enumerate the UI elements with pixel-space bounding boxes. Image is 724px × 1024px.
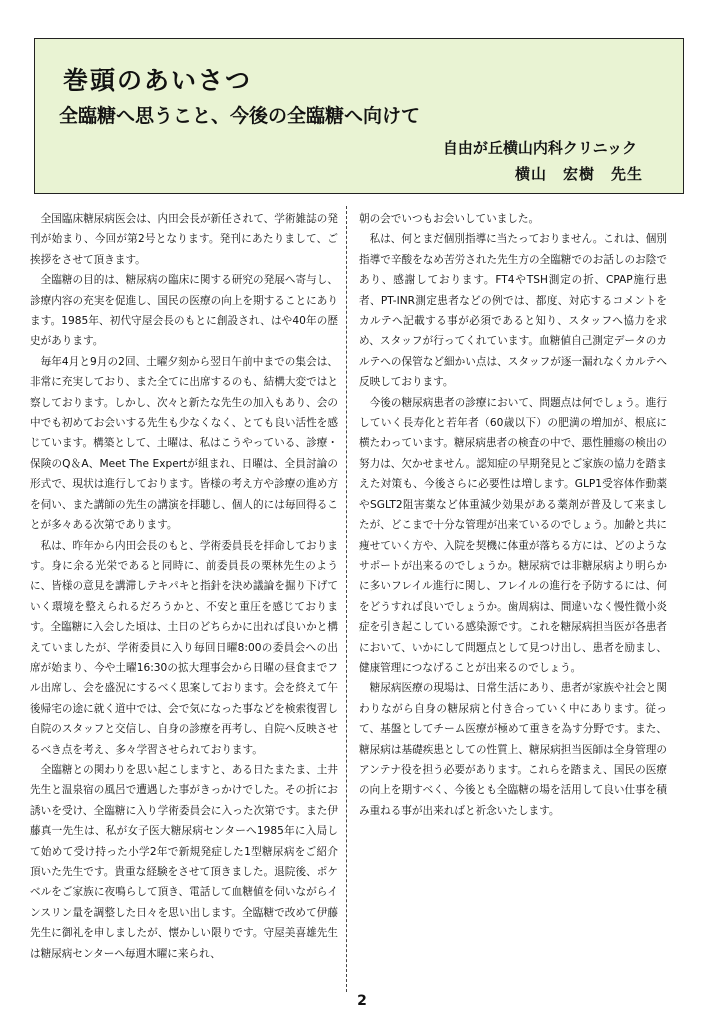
column-divider [346, 206, 347, 992]
paragraph: 全臨糖の目的は、糖尿病の臨床に関する研究の発展へ寄与し、診療内容の充実を促進し、国民の医療の向上を期することにあります。1985年、初代守屋会長のもとに創設され、はや40年の歴史があります。 [30, 274, 338, 348]
author-name: 横山 宏樹 先生 [514, 165, 643, 183]
paragraph: 毎年4月と9月の2回、土曜夕刻から翌日午前中までの集会は、非常に充実しており、また全てに出席するのも、結構大変ではと察しております。しかし、次々と新たな先生の加入もあり、会の中でも初めてお会いする先生も少なくなく、とても良い活性を感じています。構築として、土曜は、私はこうやっている、診療・保険のQ＆A、Meet The Expertが組まれ、日曜は、全員討論の形式で、現状は進行しております。皆様の考え方や診療の進め方を伺い、また講師の先生の講演を拝聴し、個人的には毎回得ることが多々ある次第であります。 [30, 355, 338, 532]
paragraph: 糖尿病医療の現場は、日常生活にあり、患者が家族や社会と関わりながら自身の糖尿病と付き合っていく中にあります。従って、基盤としてチーム医療が極めて重きを為す分野です。また、糖尿病は基礎疾患としての性質上、糖尿病担当医師は全身管理のアンテナ役を担う必要があります。これらを踏まえ、国民の医療の向上を期すべく、今後とも全臨糖の場を活用して良い仕事を積み重ねる事が出来ればと祈念いたします。 [359, 682, 667, 817]
page-subtitle: 全臨糖へ思うこと、今後の全臨糖へ向けて [59, 105, 421, 127]
paragraph: 私は、昨年から内田会長のもと、学術委員長を拝命しております。身に余る光栄であると同時に、前委員長の栗林先生のように、皆様の意見を講滞しテキパキと指針を決め議論を掘り下げていく環境を整えられるだろうかと、不安と重圧を感じております。全臨糖に入会した頃は、土日のどちらかに出れば良いかと構えていましたが、学術委員に入り毎回日曜8:00の委員会への出席が始まり、今や土曜16:30の拡大理事会から日曜の昼食までフル出席し、会を盛況にするべく思案しております。会を終えて午後帰宅の途に就く道中では、会で気になった事などを検索復習し自院のスタッフと交信し、自身の診療を再考し、自院へ反映させるべき点を考え、多々学習させられております。 [30, 539, 338, 756]
paragraph: 全国臨床糖尿病医会は、内田会長が新任されて、学術雑誌の発刊が始まり、今回が第2号となります。発刊にあたりまして、ご挨拶をさせて頂きます。 [30, 213, 338, 266]
paragraph: 今後の糖尿病患者の診療において、問題点は何でしょう。進行していく長寿化と若年者（60歳以下）の肥満の増加が、根底に横たわっています。糖尿病患者の検査の中で、悪性腫瘍の検出の努力は、欠かせません。認知症の早期発見とご家族の協力を踏まえた対策も、今後さらに必要性は増します。GLP1受容体作動薬やSGLT2阻害薬など体重減少効果がある薬剤が普及して来ましたが、どこまで十分な管理が出来ているのでしょう。加齢と共に痩せていく方や、入院を契機に体重が落ちる方には、どのようなサポートが出来るのでしょうか。糖尿病では非糖尿病より明らかに多いフレイル進行に関し、フレイルの進行を予防するには、何をどうすれば良いでしょうか。歯周病は、間違いなく慢性微小炎症を引き起こしている感染源です。これを糖尿病担当医が各患者において、いかにして問題点として見つけ出し、患者を励まし、健康管理につなげることが出来るのでしょう。 [359, 396, 667, 674]
right-column [359, 209, 667, 821]
clinic-name: 自由が丘横山内科クリニック [442, 139, 637, 157]
page-number: 2 [357, 993, 367, 1009]
page-title: 巻頭のあいさつ [63, 66, 253, 95]
header-box [34, 38, 684, 194]
paragraph: 朝の会でいつもお会いしていました。 [359, 213, 540, 225]
paragraph: 私は、何とまだ個別指導に当たっておりません。これは、個別指導で辛酸をなめ苦労された先生方の全臨糖でのお話しのお陰であり、感謝しております。FT4やTSH測定の折、CPAP施行患者、PT-INR測定患者などの例では、都度、対応するコメントをカルテへ記載する事が必須であると知り、スタッフへ協力を求め、スタッフが行ってくれています。血糖値自己測定データのカルテへの保管など細かい点は、スタッフが逐一漏れなくカルテへ反映しております。 [359, 233, 667, 389]
paragraph: 全臨糖との関わりを思い起こしますと、ある日たまたま、土井先生と温泉宿の風呂で遭遇した事がきっかけでした。その折にお誘いを受け、全臨糖に入り学術委員会に入った次第です。また伊藤真一先生は、私が女子医大糖尿病センターへ1985年に入局して始めて受け持った小学2年で新規発症した1型糖尿病をご紹介頂いた先生です。貴重な経験をさせて頂きました。退院後、ポケベルをご家族に夜鳴らして頂き、電話して血糖値を伺いながらインスリン量を調整した日々を思い出します。全臨糖で改めて伊藤先生に御礼を申しましたが、懐かしい限りです。守屋美喜雄先生は糖尿病センターへ毎週木曜に来られ、 [30, 763, 338, 960]
left-column [30, 209, 338, 964]
